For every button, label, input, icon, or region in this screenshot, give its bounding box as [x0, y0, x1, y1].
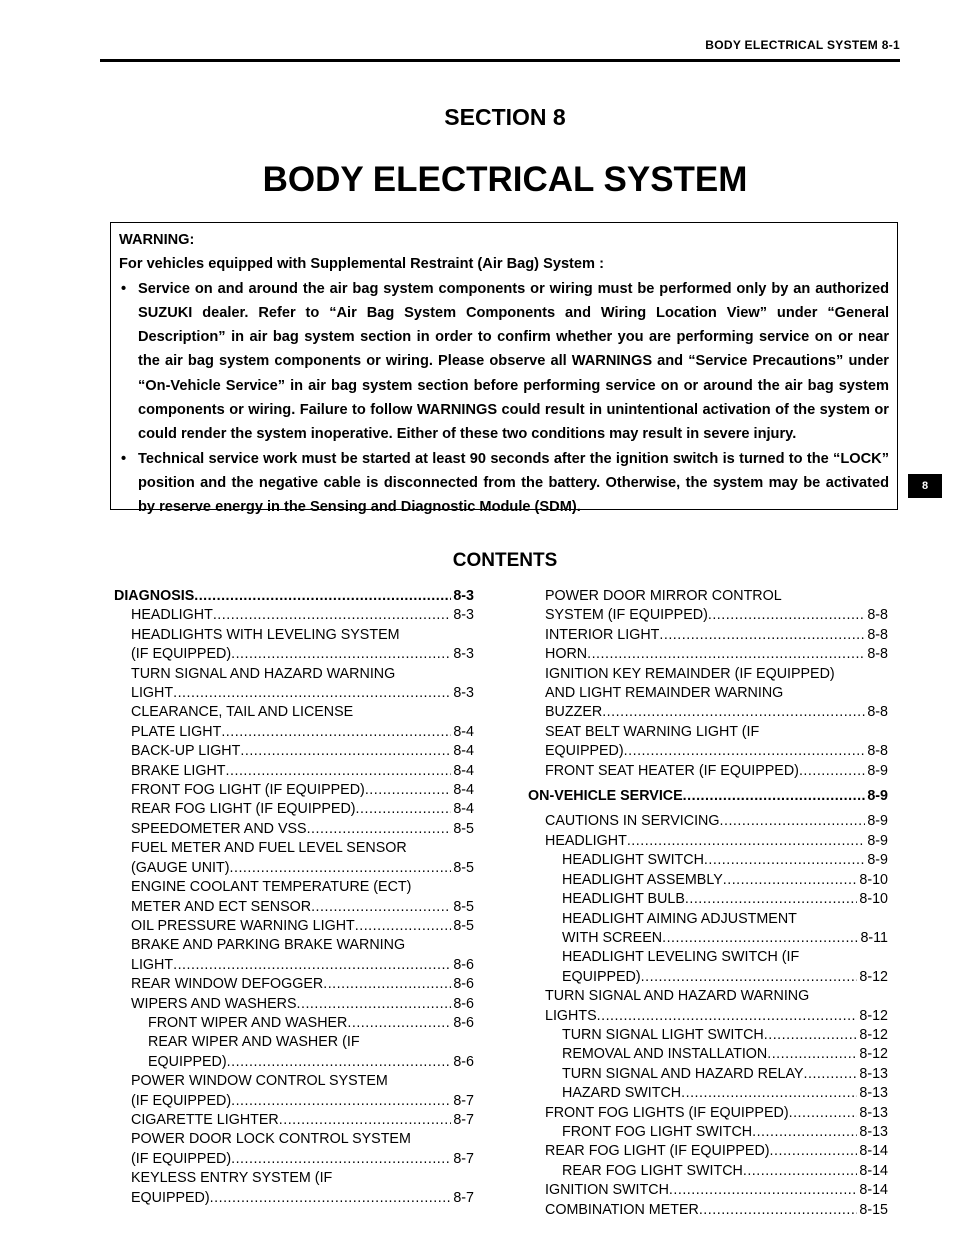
section-tab: 8: [908, 474, 942, 498]
dot-leader: [227, 1053, 452, 1072]
toc-entry[interactable]: [114, 781, 474, 800]
toc-entry[interactable]: [114, 1033, 474, 1072]
toc-entry-title: WIPERS AND WASHERS: [131, 995, 297, 1012]
toc-entry[interactable]: [114, 742, 474, 761]
toc-entry[interactable]: [528, 1162, 888, 1181]
dot-leader: [323, 975, 451, 994]
toc-entry-title: AND LIGHT REMAINDER WARNING: [545, 685, 784, 702]
toc-entry-title: HEADLIGHTS WITH LEVELING SYSTEM: [131, 626, 400, 643]
toc-entry-title: SEAT BELT WARNING LIGHT (IF: [545, 723, 760, 740]
toc-entry-title: COMBINATION METER: [545, 1201, 699, 1218]
toc-entry-title: LIGHT: [131, 956, 174, 973]
toc-entry[interactable]: [114, 839, 474, 878]
toc-page-number: 8-4: [453, 743, 474, 760]
toc-page-number: 8-7: [453, 1189, 474, 1206]
toc-page-number: 8-12: [859, 1007, 888, 1024]
dot-leader: [624, 742, 866, 761]
dot-leader: [681, 1084, 857, 1103]
toc-page-number: 8-7: [453, 1092, 474, 1109]
header-rule: [100, 59, 900, 62]
dot-leader: [669, 1181, 857, 1200]
toc-page-number: 8-6: [453, 976, 474, 993]
toc-entry[interactable]: [528, 665, 888, 723]
toc-page-number: 8-14: [859, 1182, 888, 1199]
toc-entry-title: TURN SIGNAL LIGHT SWITCH: [562, 1026, 764, 1043]
toc-page-number: 8-9: [867, 788, 888, 805]
toc-column-right: [528, 587, 888, 1220]
dot-leader: [231, 1092, 451, 1111]
toc-entry[interactable]: [528, 1026, 888, 1045]
toc-entry[interactable]: [528, 1045, 888, 1064]
toc-page-number: 8-8: [867, 607, 888, 624]
toc-entry-title: (IF EQUIPPED): [131, 1092, 232, 1109]
toc-entry-title: REAR FOG LIGHT (IF EQUIPPED): [545, 1143, 770, 1160]
toc-entry-title: KEYLESS ENTRY SYSTEM (IF: [131, 1170, 333, 1187]
toc-page-number: 8-12: [859, 968, 888, 985]
dot-leader: [704, 851, 865, 870]
toc-entry[interactable]: [528, 987, 888, 1026]
toc-entry-title: (IF EQUIPPED): [131, 1150, 232, 1167]
toc-entry[interactable]: [528, 626, 888, 645]
dot-leader: [279, 1111, 452, 1130]
toc-entry-title: IGNITION SWITCH: [545, 1182, 669, 1199]
page-title: BODY ELECTRICAL SYSTEM: [262, 160, 748, 199]
dot-leader: [231, 1150, 451, 1169]
dot-leader: [365, 781, 452, 800]
toc-page-number: 8-9: [867, 813, 888, 830]
section-label: SECTION 8: [444, 104, 566, 130]
dot-leader: [627, 832, 866, 851]
toc-page-number: 8-8: [867, 743, 888, 760]
dot-leader: [602, 703, 865, 722]
toc-entry-title: TURN SIGNAL AND HAZARD WARNING: [131, 665, 396, 682]
toc-entry-title: REAR WINDOW DEFOGGER: [131, 976, 324, 993]
toc-page-number: 8-5: [453, 859, 474, 876]
toc-entry[interactable]: [528, 1104, 888, 1123]
running-header: BODY ELECTRICAL SYSTEM 8-1: [705, 38, 900, 52]
toc-entry[interactable]: [114, 936, 474, 975]
dot-leader: [699, 1201, 858, 1220]
toc-page-number: 8-9: [867, 832, 888, 849]
toc-page-number: 8-12: [859, 1046, 888, 1063]
toc-entry[interactable]: [114, 1130, 474, 1169]
dot-leader: [173, 684, 451, 703]
toc-entry[interactable]: [114, 587, 474, 606]
dot-leader: [804, 1065, 858, 1084]
toc-entry-title: POWER WINDOW CONTROL SYSTEM: [131, 1073, 388, 1090]
toc-page-number: 8-4: [453, 801, 474, 818]
toc-page-number: 8-3: [453, 607, 474, 624]
toc-entry-title: SPEEDOMETER AND VSS: [131, 820, 307, 837]
toc-entry[interactable]: [528, 832, 888, 851]
dot-leader: [230, 859, 452, 878]
toc-entry-title: BUZZER: [545, 704, 603, 721]
toc-page-number: 8-7: [453, 1150, 474, 1167]
dot-leader: [641, 968, 858, 987]
toc-entry-title: FRONT WIPER AND WASHER: [148, 1014, 348, 1031]
dot-leader: [764, 1026, 858, 1045]
dot-leader: [311, 898, 451, 917]
toc-entry-title: ENGINE COOLANT TEMPERATURE (ECT): [131, 879, 412, 896]
dot-leader: [173, 956, 451, 975]
toc-entry-title: REAR FOG LIGHT (IF EQUIPPED): [131, 801, 356, 818]
toc-page-number: 8-3: [453, 588, 474, 604]
toc-entry-title: EQUIPPED): [148, 1053, 227, 1070]
toc-entry[interactable]: [114, 800, 474, 819]
toc-page-number: 8-9: [867, 852, 888, 869]
toc-page-number: 8-10: [859, 891, 888, 908]
toc-entry-title: CIGARETTE LIGHTER: [131, 1111, 279, 1128]
toc-entry[interactable]: [528, 948, 888, 987]
toc-page-number: 8-3: [453, 685, 474, 702]
toc-page-number: 8-15: [859, 1201, 888, 1218]
toc-page-number: 8-10: [859, 871, 888, 888]
dot-leader: [356, 800, 452, 819]
toc-column-left: [114, 587, 474, 1208]
toc-page-number: 8-8: [867, 646, 888, 663]
dot-leader: [770, 1142, 858, 1161]
toc-page-number: 8-6: [453, 1014, 474, 1031]
dot-leader: [799, 762, 865, 781]
toc-entry-title: REAR WIPER AND WASHER (IF: [148, 1034, 360, 1051]
toc-entry-title: POWER DOOR LOCK CONTROL SYSTEM: [131, 1131, 411, 1148]
dot-leader: [662, 929, 858, 948]
dot-leader: [226, 762, 452, 781]
toc-entry[interactable]: [528, 723, 888, 762]
toc-entry[interactable]: [528, 910, 888, 949]
toc-entry-title: LIGHTS: [545, 1007, 597, 1024]
toc-entry-title: EQUIPPED): [562, 968, 641, 985]
dot-leader: [194, 587, 451, 606]
dot-leader: [297, 995, 452, 1014]
dot-leader: [210, 1189, 452, 1208]
toc-entry[interactable]: [528, 1181, 888, 1200]
toc-entry[interactable]: [528, 1084, 888, 1103]
toc-entry-title: ON-VEHICLE SERVICE: [528, 788, 683, 805]
toc-entry-title: HEADLIGHT AIMING ADJUSTMENT: [562, 910, 797, 927]
toc-entry-title: CAUTIONS IN SERVICING: [545, 813, 720, 830]
toc-entry[interactable]: [528, 871, 888, 890]
toc-entry-title: (GAUGE UNIT): [131, 859, 230, 876]
toc-entry[interactable]: [528, 1201, 888, 1220]
toc-entry-title: CLEARANCE, TAIL AND LICENSE: [131, 704, 354, 721]
dot-leader: [307, 820, 452, 839]
toc-page-number: 8-13: [859, 1085, 888, 1102]
toc-entry-title: HEADLIGHT: [131, 607, 213, 624]
toc-entry[interactable]: [114, 1014, 474, 1033]
dot-leader: [355, 917, 452, 936]
toc-entry[interactable]: [528, 812, 888, 831]
toc-entry-title: HAZARD SWITCH: [562, 1085, 682, 1102]
dot-leader: [685, 890, 857, 909]
toc-page-number: 8-6: [453, 1053, 474, 1070]
toc-page-number: 8-8: [867, 626, 888, 643]
dot-leader: [723, 871, 858, 890]
toc-entry[interactable]: [114, 1072, 474, 1111]
toc-entry[interactable]: [114, 1169, 474, 1208]
toc-entry[interactable]: [528, 1123, 888, 1142]
toc-entry[interactable]: [114, 975, 474, 994]
toc-entry-title: HEADLIGHT ASSEMBLY: [562, 871, 723, 888]
toc-entry-title: EQUIPPED): [545, 743, 624, 760]
toc-entry-title: INTERIOR LIGHT: [545, 626, 660, 643]
toc-entry-title: HEADLIGHT SWITCH: [562, 852, 704, 869]
toc-entry-title: WITH SCREEN: [562, 929, 663, 946]
toc-entry-title: SYSTEM (IF EQUIPPED): [545, 607, 708, 624]
toc-entry-title: POWER DOOR MIRROR CONTROL: [545, 588, 782, 604]
toc-page-number: 8-6: [453, 956, 474, 973]
toc-entry-title: EQUIPPED): [131, 1189, 210, 1206]
toc-entry-title: FUEL METER AND FUEL LEVEL SENSOR: [131, 840, 407, 857]
toc-entry-title: REMOVAL AND INSTALLATION: [562, 1046, 768, 1063]
contents-heading: CONTENTS: [452, 550, 558, 571]
toc-entry[interactable]: [114, 762, 474, 781]
toc-entry-title: FRONT FOG LIGHT SWITCH: [562, 1123, 753, 1140]
dot-leader: [587, 645, 865, 664]
dot-leader: [767, 1045, 857, 1064]
warning-bullet: • Service on and around the air bag system components or wiring must be performed only by an authorized SUZUKI dealer. Refer to “Air Bag System Components and Wiring Location View” under “General Description” in air bag system section in order to confirm whether you are performing service on or near the air bag system components or wiring. Please observe all WARNINGS and “Service Precautions” under “On-Vehicle Service” in air bag system section before performing service on or around the air bag system components or wiring. Failure to follow WARNINGS could result in unintentional activation of the system or could render the system inoperative. Either of these two conditions may result in severe injury.: [119, 277, 889, 447]
toc-entry-title: HEADLIGHT: [545, 832, 627, 849]
dot-leader: [597, 1007, 858, 1026]
toc-entry-title: LIGHT: [131, 685, 174, 702]
toc-entry-title: METER AND ECT SENSOR: [131, 898, 312, 915]
warning-intro: For vehicles equipped with Supplemental Restraint (Air Bag) System :: [119, 256, 604, 273]
dot-leader: [240, 742, 451, 761]
toc-entry[interactable]: [114, 1111, 474, 1130]
toc-entry-title: OIL PRESSURE WARNING LIGHT: [131, 917, 355, 934]
toc-entry-title: DIAGNOSIS: [114, 588, 195, 604]
toc-entry[interactable]: [528, 762, 888, 781]
toc-entry[interactable]: [114, 665, 474, 704]
toc-page-number: 8-4: [453, 723, 474, 740]
toc-entry[interactable]: [528, 890, 888, 909]
toc-entry-title: BRAKE AND PARKING BRAKE WARNING: [131, 937, 406, 954]
toc-entry[interactable]: [528, 1065, 888, 1084]
dot-leader: [231, 645, 451, 664]
toc-page-number: 8-14: [859, 1162, 888, 1179]
toc-entry[interactable]: [114, 820, 474, 839]
toc-entry[interactable]: [114, 703, 474, 742]
toc-entry[interactable]: [114, 995, 474, 1014]
dot-leader: [752, 1123, 857, 1142]
toc-page-number: 8-13: [859, 1065, 888, 1082]
toc-entry[interactable]: [114, 917, 474, 936]
toc-entry-title: BRAKE LIGHT: [131, 762, 226, 779]
dot-leader: [683, 787, 866, 806]
toc-entry[interactable]: [114, 878, 474, 917]
warning-box: [110, 222, 898, 516]
toc-page-number: 8-3: [453, 646, 474, 663]
toc-entry-title: TURN SIGNAL AND HAZARD WARNING: [545, 988, 810, 1005]
toc-page-number: 8-9: [867, 762, 888, 779]
dot-leader: [213, 606, 452, 625]
toc-page-number: 8-13: [859, 1123, 888, 1140]
toc-page-number: 8-13: [859, 1104, 888, 1121]
toc-entry-title: (IF EQUIPPED): [131, 646, 232, 663]
warning-bullet: • Technical service work must be started at least 90 seconds after the ignition switch is turned to the “LOCK” position and the negative cable is disconnected from the battery. Otherwise, the system may be activated by reserve energy in the Sensing and Diagnostic Module (SDM).: [119, 447, 889, 520]
toc-entry[interactable]: [528, 1142, 888, 1161]
dot-leader: [720, 812, 866, 831]
toc-page-number: 8-14: [859, 1143, 888, 1160]
toc-entry[interactable]: [114, 626, 474, 665]
dot-leader: [789, 1104, 858, 1123]
toc-page-number: 8-8: [867, 704, 888, 721]
toc-entry[interactable]: [114, 606, 474, 625]
toc-entry-title: TURN SIGNAL AND HAZARD RELAY: [562, 1065, 804, 1082]
toc-page-number: 8-7: [453, 1111, 474, 1128]
dot-leader: [221, 723, 451, 742]
toc-page-number: 8-5: [453, 898, 474, 915]
toc-entry-title: HEADLIGHT LEVELING SWITCH (IF: [562, 949, 800, 966]
toc-entry-title: PLATE LIGHT: [131, 723, 222, 740]
dot-leader: [743, 1162, 858, 1181]
dot-leader: [659, 626, 865, 645]
toc-entry-title: FRONT FOG LIGHT (IF EQUIPPED): [131, 782, 365, 799]
toc-page-number: 8-12: [859, 1026, 888, 1043]
toc-entry[interactable]: [528, 587, 888, 626]
toc-entry-title: BACK-UP LIGHT: [131, 743, 241, 760]
toc-entry-title: FRONT FOG LIGHTS (IF EQUIPPED): [545, 1104, 789, 1121]
toc-entry[interactable]: [528, 851, 888, 870]
toc-entry-title: FRONT SEAT HEATER (IF EQUIPPED): [545, 762, 799, 779]
toc-page-number: 8-11: [860, 929, 888, 946]
toc-entry[interactable]: [528, 645, 888, 664]
toc-page-number: 8-6: [453, 995, 474, 1012]
toc-entry-title: HORN: [545, 646, 588, 663]
dot-leader: [708, 606, 865, 625]
toc-page-number: 8-4: [453, 762, 474, 779]
toc-entry[interactable]: [528, 787, 888, 806]
dot-leader: [347, 1014, 451, 1033]
toc-entry-title: REAR FOG LIGHT SWITCH: [562, 1162, 743, 1179]
toc-page-number: 8-5: [453, 820, 474, 837]
toc-page-number: 8-5: [453, 917, 474, 934]
warning-heading: WARNING:: [119, 232, 195, 248]
toc-page-number: 8-4: [453, 782, 474, 799]
toc-entry-title: HEADLIGHT BULB: [562, 891, 685, 908]
toc-entry-title: IGNITION KEY REMAINDER (IF EQUIPPED): [545, 665, 835, 682]
